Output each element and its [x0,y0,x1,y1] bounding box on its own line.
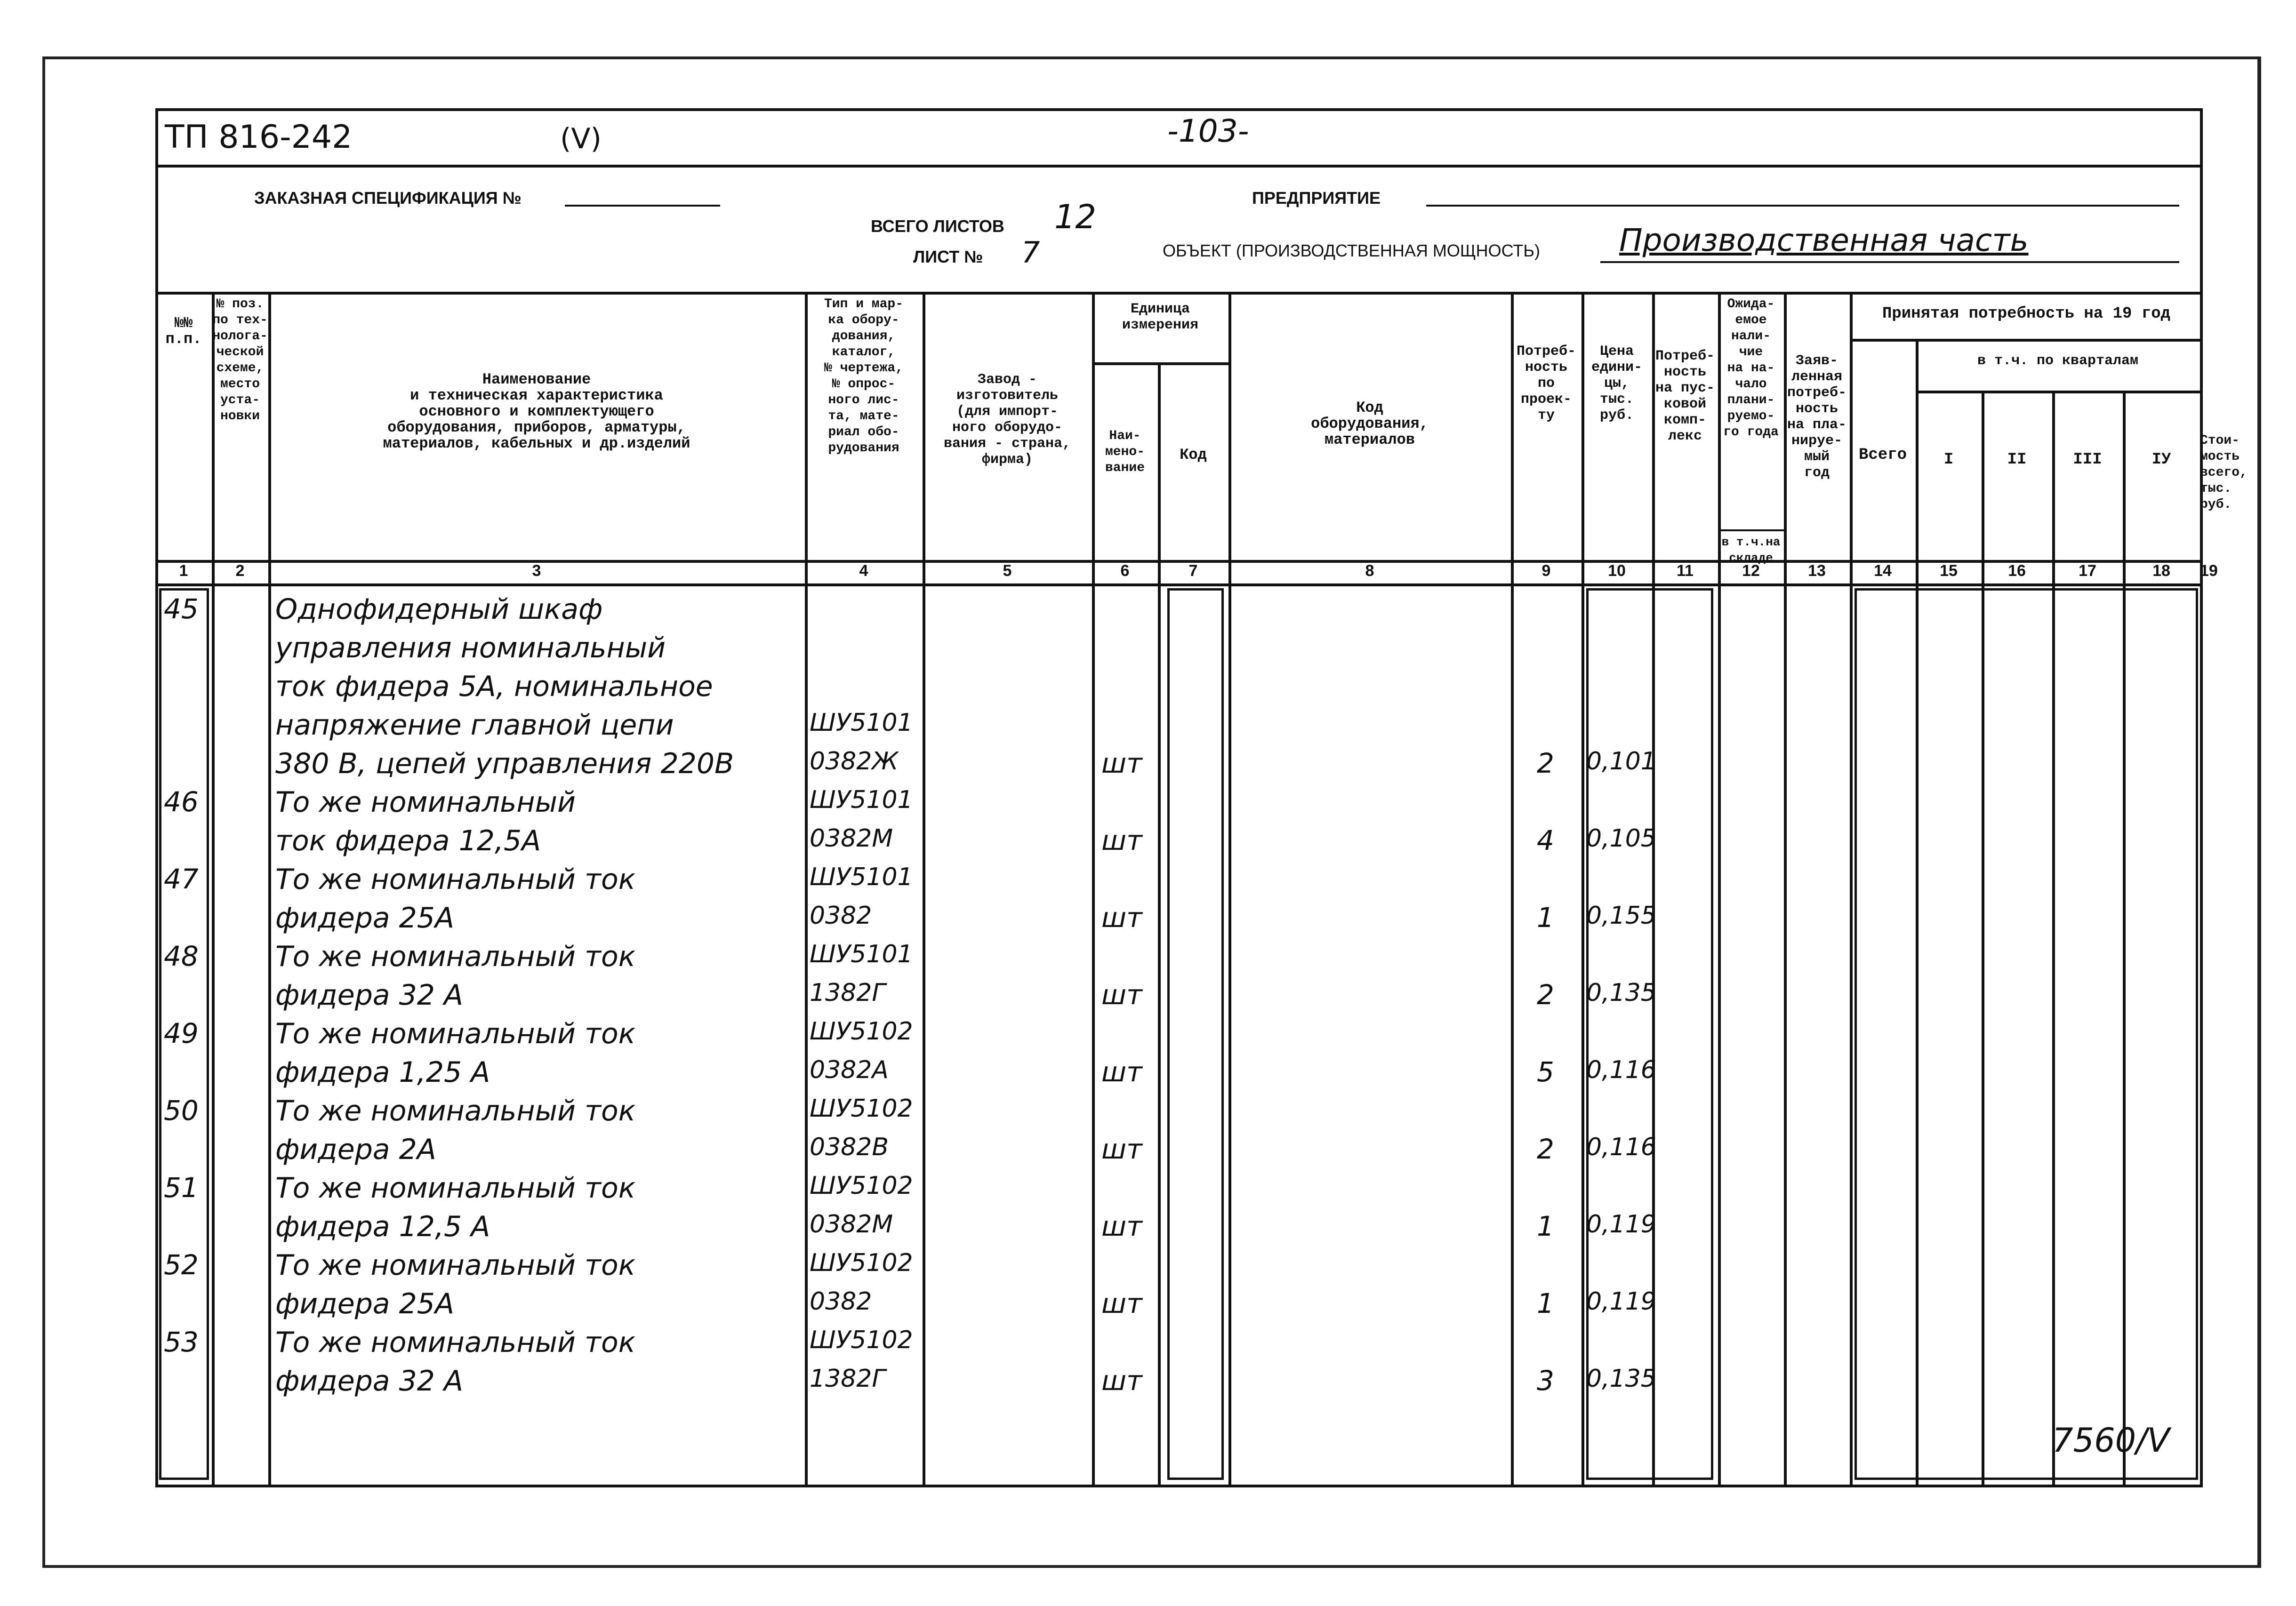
row-number: 47 [164,863,199,895]
header-quarters: в т.ч. по кварталам [1977,353,2139,369]
item-type-line: ШУ5101 [810,709,913,737]
item-type-line: ШУ5102 [810,1095,913,1123]
table-row [155,786,2203,863]
column-number: 3 [532,562,541,580]
title-divider [155,165,2203,168]
header-q2: II [2007,451,2027,469]
header-accepted: Принятая потребность на 19 год [1882,305,2171,323]
item-type-line: 1382Г [810,1365,886,1393]
item-type-line: 0382 [810,1287,872,1316]
column-number: 2 [235,562,245,580]
item-qty: 1 [1537,902,1554,934]
row-number: 49 [164,1017,199,1049]
header-q1: I [1943,451,1954,469]
item-qty: 2 [1537,1133,1554,1165]
enterprise-line [1426,205,2179,207]
item-name-line: То же номинальный [275,786,576,819]
row-number: 52 [164,1249,199,1281]
table-row [155,593,2203,786]
item-type-line: 0382А [810,1056,889,1084]
object-value: Производственная часть [1619,222,2029,258]
item-price: 0,116 [1586,1056,1656,1084]
item-name-line: То же номинальный ток [275,1326,635,1359]
spec-number-line [565,205,720,207]
column-number: 8 [1365,562,1374,580]
item-name-line: фидера 32 А [275,1365,464,1398]
sheet-label: ЛИСТ № [913,247,983,266]
item-price: 0,135 [1586,979,1656,1007]
object-line [1600,261,2179,263]
column-number: 14 [1874,562,1892,580]
item-unit: шт [1101,1287,1142,1319]
header-position: № поз. по тех- нолога- ческой схеме, место уста- новки [212,297,268,423]
column-number: 4 [859,562,868,580]
item-name-line: То же номинальный ток [275,940,635,973]
item-unit: шт [1101,1133,1142,1165]
item-name-line: То же номинальный ток [275,1095,635,1127]
item-type-line: ШУ5102 [810,1249,913,1277]
item-type-line: 0382Ж [810,747,899,775]
item-name-line: Однофидерный шкаф [275,593,603,626]
table-row [155,1017,2203,1095]
item-unit: шт [1101,747,1142,779]
item-name-line: 380 В, цепей управления 220В [275,747,734,780]
item-type-line: 0382М [810,824,893,853]
item-qty: 2 [1537,979,1554,1011]
enterprise-label: ПРЕДПРИЯТИЕ [1252,188,1381,208]
item-price: 0,135 [1586,1365,1656,1393]
item-type-line: ШУ5102 [810,1172,913,1200]
column-number: 19 [2200,562,2218,580]
item-type-line: ШУ5102 [810,1326,913,1354]
quarters-subheader-line [1916,391,2200,393]
accepted-subheader-line [1850,339,2203,342]
header-cost: Стои- мость всего, тыс. руб. [2200,433,2248,512]
total-sheets-value: 12 [1054,198,1097,236]
column-number: 18 [2152,562,2170,580]
column-number: 12 [1742,562,1760,580]
column-number: 9 [1541,562,1551,580]
total-sheets-label: ВСЕГО ЛИСТОВ [871,216,1004,236]
unit-subheader-line [1092,362,1228,365]
item-unit: шт [1101,1056,1142,1088]
item-price: 0,105 [1586,824,1656,853]
header-row-number: №№ п.п. [165,314,202,348]
item-type-line: ШУ5102 [810,1017,913,1046]
item-name-line: фидера 12,5 А [275,1210,490,1243]
spec-sheet [155,108,2248,1487]
table-row [155,1095,2203,1172]
column-number: 1 [179,562,188,580]
column-number: 16 [2008,562,2026,580]
header-need-project: Потреб- ность по проек- ту [1516,344,1576,423]
item-type-line: 0382 [810,902,872,930]
column-number: 13 [1808,562,1826,580]
border-top [155,108,2203,111]
item-name-line: фидера 1,25 А [275,1056,490,1089]
header-unit-name: Наи- мено- вание [1105,429,1145,475]
item-name-line: фидера 25А [275,902,455,935]
item-qty: 3 [1537,1365,1554,1397]
item-qty: 2 [1537,747,1554,779]
table-row [155,940,2203,1017]
header-declared: Заяв- ленная потреб- ность на пла- нируе- мый год [1787,353,1847,481]
warehouse-line [1718,529,1784,531]
header-type: Тип и мар- ка обору- дования, каталог, № чертежа, № опрос- ного лис- та, мате- риал обо- рудования [824,297,904,455]
item-type-line: 0382В [810,1133,889,1161]
spec-label: ЗАКАЗНАЯ СПЕЦИФИКАЦИЯ № [254,188,522,208]
item-type-line: 1382Г [810,979,886,1007]
column-number: 11 [1677,562,1694,580]
table-row [155,1326,2203,1403]
item-type-line: ШУ5101 [810,863,913,891]
column-number: 17 [2079,562,2096,580]
item-type-line: 0382М [810,1210,893,1238]
item-name-line: фидера 2А [275,1133,436,1166]
item-name-line: То же номинальный ток [275,1249,635,1282]
object-label: ОБЪЕКТ (ПРОИЗВОДСТВЕННАЯ МОЩНОСТЬ) [1163,241,1540,260]
item-name-line: То же номинальный ток [275,1017,635,1050]
column-number: 5 [1003,562,1012,580]
item-name-line: ток фидера 5А, номинальное [275,670,713,703]
item-type-line: ШУ5101 [810,940,913,968]
header-warehouse: в т.ч.на складе [1721,535,1781,565]
item-name-line: То же номинальный ток [275,1172,635,1205]
table-row [155,1172,2203,1249]
header-total: Всего [1858,446,1907,464]
doc-code: ТП 816-242 [165,119,353,156]
row-number: 50 [164,1095,199,1127]
item-type-line: ШУ5101 [810,786,913,814]
header-equipment-code: Код оборудования, материалов [1311,399,1429,448]
row-number: 48 [164,940,199,972]
item-price: 0,155 [1586,902,1656,930]
item-price: 0,116 [1586,1133,1656,1161]
header-unit-code: Код [1180,446,1207,463]
doc-section: (V) [560,122,602,155]
item-qty: 1 [1537,1210,1554,1242]
item-name-line: фидера 25А [275,1287,455,1320]
table-row [155,1249,2203,1326]
item-name-line: То же номинальный ток [275,863,635,896]
page-number: -103- [1167,113,1249,149]
item-unit: шт [1101,824,1142,856]
header-price: Цена едини- цы, тыс. руб. [1591,344,1643,423]
item-price: 0,119 [1586,1287,1656,1316]
item-name-line: ток фидера 12,5А [275,824,541,857]
header-q4: IУ [2151,451,2171,469]
item-unit: шт [1101,979,1142,1011]
sheet-value: 7 [1021,235,1040,270]
table-row [155,863,2203,940]
header-manufacturer: Завод - изготовитель (для импорт- ного оборудо- вания - страна, фирма) [943,372,1071,468]
item-name-line: управления номинальный [275,631,666,664]
row-number: 45 [164,593,199,625]
header-name: Наименование и техническая характеристика основного и комплектующего оборудования, приборов, арматуры, материалов, кабельных и др.изделий [383,371,690,452]
row-number: 46 [164,786,199,818]
column-number: 10 [1608,562,1626,580]
header-q3: III [2073,451,2102,469]
header-expected: Ожида- емое нали- чие на на- чало плани- руемо- го года [1723,297,1779,439]
item-qty: 5 [1537,1056,1554,1088]
header-unit: Единица измерения [1122,301,1199,333]
item-price: 0,101 [1586,747,1656,775]
column-number: 15 [1940,562,1958,580]
column-number: 7 [1188,562,1198,580]
row-number: 53 [164,1326,199,1358]
item-qty: 1 [1537,1287,1554,1319]
item-name-line: напряжение главной цепи [275,709,674,742]
header-top-line [155,292,2203,295]
column-number: 6 [1120,562,1130,580]
item-unit: шт [1101,1365,1142,1397]
border-bottom [155,1485,2203,1487]
row-number: 51 [164,1172,199,1204]
item-unit: шт [1101,1210,1142,1242]
colnum-bottom-line [155,583,2203,586]
header-need-startup: Потреб- ность на пус- ковой комп- лекс [1655,348,1715,444]
item-unit: шт [1101,902,1142,934]
item-price: 0,119 [1586,1210,1656,1238]
item-name-line: фидера 32 А [275,979,464,1012]
item-qty: 4 [1537,824,1554,856]
stamp-number: 7560/V [2052,1421,2170,1460]
